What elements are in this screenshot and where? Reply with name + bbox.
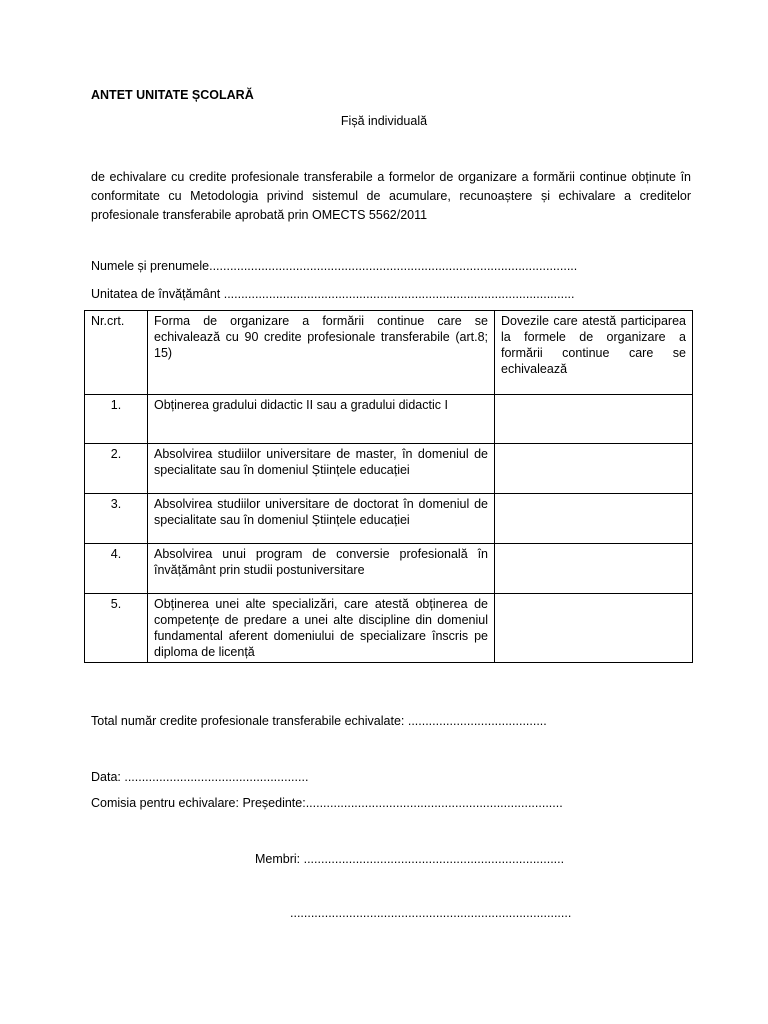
row-dovezi-cell[interactable] bbox=[495, 544, 693, 594]
row-forma: Absolvirea unui program de conversie profesională în învățământ prin studii postuniversitare bbox=[148, 544, 495, 594]
date-field[interactable]: Data: ..................................................... bbox=[91, 770, 309, 784]
school-header: ANTET UNITATE ȘCOLARĂ bbox=[91, 88, 254, 102]
table-row bbox=[85, 395, 693, 444]
row-dovezi-cell[interactable] bbox=[495, 444, 693, 494]
row-forma: Obținerea unei alte specializări, care atestă obținerea de competențe de predare a unei alte discipline din domeniul fundamental aferent domeniului de specializare înscris pe diploma de licență bbox=[148, 594, 495, 663]
table-row bbox=[85, 544, 693, 594]
header-nr: Nr.crt. bbox=[85, 311, 148, 395]
table-row bbox=[85, 494, 693, 544]
name-field[interactable]: Numele și prenumele.......................................................................................................... bbox=[91, 259, 578, 273]
row-forma: Obținerea gradului didactic II sau a gradului didactic I bbox=[148, 395, 495, 444]
document-title: Fișă individuală bbox=[340, 114, 428, 128]
header-forma: Forma de organizare a formării continue care se echivalează cu 90 credite profesionale transferabile (art.8; 15) bbox=[148, 311, 495, 395]
table-row bbox=[85, 444, 693, 494]
unit-field[interactable]: Unitatea de învățământ ..................................................................................................... bbox=[91, 287, 575, 301]
members-field[interactable]: Membri: ........................................................................... bbox=[255, 852, 565, 866]
row-nr: 2. bbox=[85, 444, 148, 494]
members-extra-line[interactable]: ................................................................................. bbox=[290, 906, 572, 920]
row-nr: 4. bbox=[85, 544, 148, 594]
row-dovezi-cell[interactable] bbox=[495, 395, 693, 444]
row-forma: Absolvirea studiilor universitare de doctorat în domeniul de specialitate sau în domeniul Științele educației bbox=[148, 494, 495, 544]
row-dovezi-cell[interactable] bbox=[495, 594, 693, 663]
equivalence-table bbox=[84, 310, 693, 663]
row-nr: 5. bbox=[85, 594, 148, 663]
row-nr: 3. bbox=[85, 494, 148, 544]
header-dovezi: Dovezile care atestă participarea la formele de organizare a formării continue care se echivalează bbox=[495, 311, 693, 395]
table-row bbox=[85, 594, 693, 663]
table-header-row bbox=[85, 311, 693, 395]
row-nr: 1. bbox=[85, 395, 148, 444]
intro-paragraph: de echivalare cu credite profesionale transferabile a formelor de organizare a formării continue obținute în conformitate cu Metodologia privind sistemul de acumulare, recunoaștere și echivalare a creditelor profesionale transferabile aprobată prin OMECTS 5562/2011 bbox=[91, 170, 691, 222]
row-forma: Absolvirea studiilor universitare de master, în domeniul de specialitate sau în domeniul Științele educației bbox=[148, 444, 495, 494]
commission-president-field[interactable]: Comisia pentru echivalare: Președinte:.......................................................................... bbox=[91, 796, 563, 810]
total-credits-line[interactable]: Total număr credite profesionale transferabile echivalate: ........................................ bbox=[91, 714, 547, 728]
row-dovezi-cell[interactable] bbox=[495, 494, 693, 544]
